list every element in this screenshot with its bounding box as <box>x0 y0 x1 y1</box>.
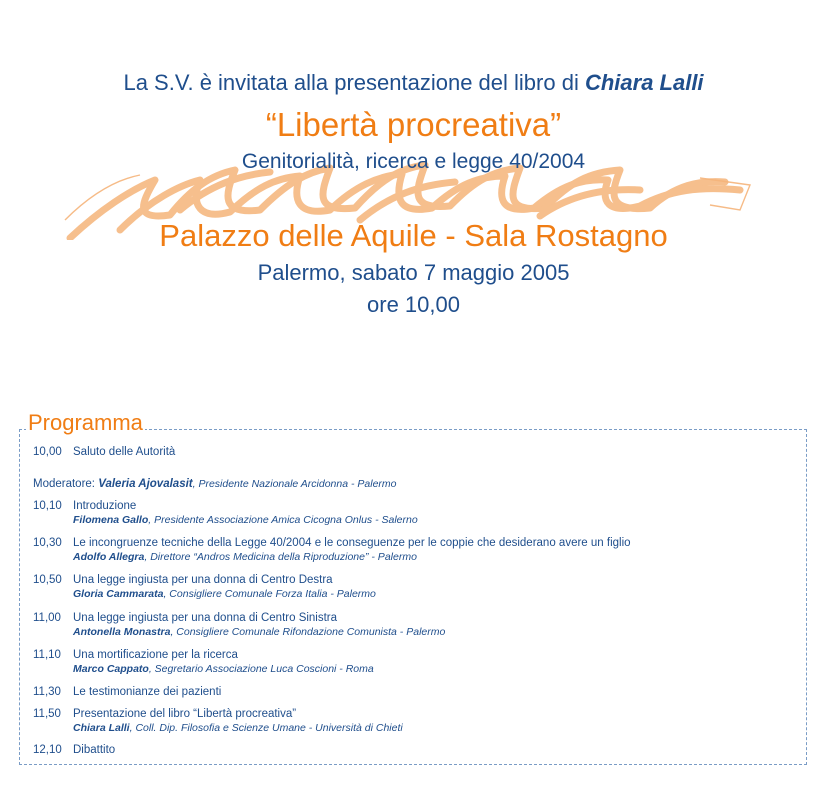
item-time: 10,50 <box>33 574 62 586</box>
speaker-name: Antonella Monastra <box>73 626 171 638</box>
speaker-name: Adolfo Allegra <box>73 551 145 563</box>
speaker-role: , Coll. Dip. Filosofia e Scienze Umane - Università di Chieti <box>129 722 403 734</box>
moderator-role: , Presidente Nazionale Arcidonna - Palermo <box>192 478 397 490</box>
speaker-role: , Presidente Associazione Amica Cicogna Onlus - Salerno <box>148 514 418 526</box>
venue: Palazzo delle Aquile - Sala Rostagno <box>159 218 668 253</box>
item-time: 11,30 <box>33 686 61 698</box>
speaker-role: , Consigliere Comunale Forza Italia - Palermo <box>163 588 376 600</box>
item-title: Una legge ingiusta per una donna di Centro Sinistra <box>73 612 338 624</box>
invitation-header <box>0 0 827 330</box>
invite-text: La S.V. è invitata alla presentazione del libro di <box>123 70 579 95</box>
speaker-name: Filomena Gallo <box>73 514 149 526</box>
item-title: Presentazione del libro “Libertà procreativa” <box>73 708 297 720</box>
item-time: 10,00 <box>33 446 62 458</box>
item-time: 12,10 <box>33 744 62 756</box>
moderator-name: Valeria Ajovalasit <box>98 478 193 490</box>
item-title: Una mortificazione per la ricerca <box>73 649 238 661</box>
author-name: Chiara Lalli <box>584 70 704 95</box>
item-speaker-line <box>73 626 445 638</box>
item-time: 11,10 <box>33 649 61 661</box>
item-title: Dibattito <box>73 744 116 756</box>
book-title: “Libertà procreativa” <box>265 106 562 143</box>
item-time: 10,10 <box>33 500 62 512</box>
item-speaker-line <box>73 514 418 526</box>
speaker-role: , Consigliere Comunale Rifondazione Comunista - Palermo <box>170 626 446 638</box>
item-speaker-line <box>73 722 403 734</box>
speaker-role: , Direttore “Andros Medicina della Riproduzione” - Palermo <box>144 551 417 563</box>
speaker-name: Marco Cappato <box>73 663 149 675</box>
speaker-role: , Segretario Associazione Luca Coscioni - Roma <box>148 663 374 675</box>
programme-box <box>19 410 807 765</box>
item-title: Le incongruenze tecniche della Legge 40/2004 e le conseguenze per le coppie che desiderano avere un figlio <box>73 537 631 549</box>
speaker-name: Chiara Lalli <box>73 722 130 734</box>
item-title: Una legge ingiusta per una donna di Centro Destra <box>73 574 333 586</box>
book-subtitle: Genitorialità, ricerca e legge 40/2004 <box>241 150 586 173</box>
item-speaker-line <box>73 663 374 675</box>
programme-title: Programma <box>28 410 143 435</box>
item-time: 11,50 <box>33 708 61 720</box>
moderator-label: Moderatore: <box>33 478 96 490</box>
speaker-name: Gloria Cammarata <box>73 588 164 600</box>
item-title: Saluto delle Autorità <box>73 446 176 458</box>
item-title: Introduzione <box>73 500 137 512</box>
event-time: ore 10,00 <box>367 292 460 317</box>
invitation-line <box>0 70 827 96</box>
item-title: Le testimonianze dei pazienti <box>73 686 222 698</box>
item-time: 10,30 <box>33 537 62 549</box>
city-date: Palermo, sabato 7 maggio 2005 <box>257 260 570 285</box>
item-speaker-line <box>73 588 376 600</box>
item-speaker-line <box>73 551 417 563</box>
item-time: 11,00 <box>33 612 61 624</box>
